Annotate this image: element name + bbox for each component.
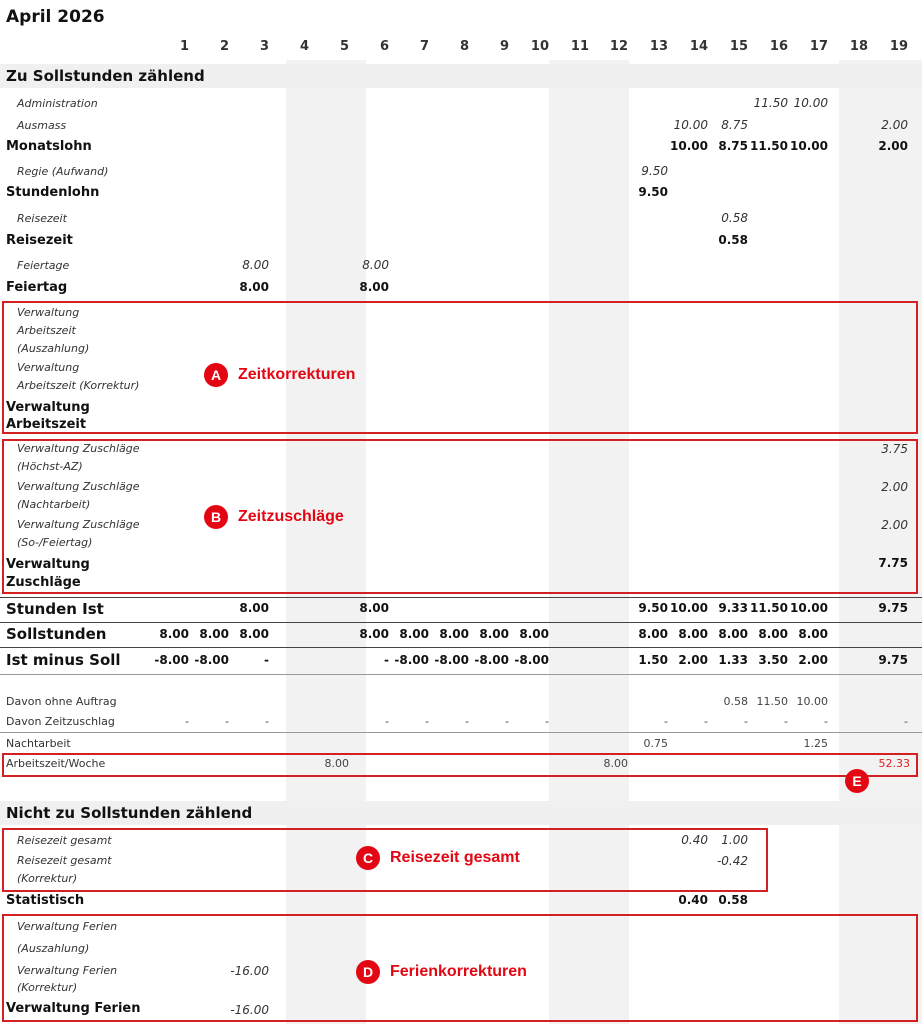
cell-stunden-ist-day-15: 9.33 bbox=[718, 601, 748, 615]
row-label-vf-total: Verwaltung Ferien bbox=[6, 1001, 141, 1016]
cell-reisezeit-gesamt-day-15: 1.00 bbox=[721, 833, 748, 847]
annotation-label-b: Zeitzuschläge bbox=[238, 508, 344, 525]
row-label-stundenlohn: Stundenlohn bbox=[6, 185, 100, 200]
row-label-reisezeit-sub: Reisezeit bbox=[17, 212, 67, 225]
annotation-label-c: Reisezeit gesamt bbox=[390, 849, 520, 866]
cell-ist-minus-soll-day-15: 1.33 bbox=[718, 653, 748, 667]
cell-ist-minus-soll-day-9: -8.00 bbox=[474, 653, 509, 667]
row-label-feiertage: Feiertage bbox=[17, 259, 70, 272]
cell-monatslohn-day-14: 10.00 bbox=[670, 139, 708, 153]
row-label-vf-korrektur-1: Verwaltung Ferien bbox=[17, 964, 118, 977]
cell-sollstunden-day-16: 8.00 bbox=[758, 627, 788, 641]
divider-line bbox=[0, 622, 922, 623]
cell-vz-hoechst-day-19: 3.75 bbox=[881, 442, 908, 456]
cell-statistisch-day-15: 0.58 bbox=[718, 893, 748, 907]
cell-sollstunden-day-7: 8.00 bbox=[399, 627, 429, 641]
cell-stunden-ist-day-6: 8.00 bbox=[359, 601, 389, 615]
arbeitszeit-woche-total: 52.33 bbox=[878, 757, 910, 770]
row-label-va-korrektur-2: Arbeitszeit (Korrektur) bbox=[17, 379, 140, 392]
cell-zeitzuschlag-day-16: - bbox=[784, 715, 788, 728]
row-label-stunden-ist: Stunden Ist bbox=[6, 600, 104, 618]
cell-arbeitszeit-woche-day-12: 8.00 bbox=[603, 757, 628, 770]
row-label-ausmass: Ausmass bbox=[17, 119, 67, 132]
cell-stunden-ist-day-13: 9.50 bbox=[638, 601, 668, 615]
row-label-va-auszahlung-3: (Auszahlung) bbox=[17, 342, 90, 355]
cell-zeitzuschlag-day-7: - bbox=[425, 715, 429, 728]
cell-ohne-auftrag-day-16: 11.50 bbox=[756, 695, 788, 708]
row-label-reisezeit-gesamt: Reisezeit gesamt bbox=[17, 834, 112, 847]
cell-vz-so-day-19: 2.00 bbox=[881, 518, 908, 532]
cell-zeitzuschlag-day-6: - bbox=[385, 715, 389, 728]
row-label-reisezeit-gesamt-korr-1: Reisezeit gesamt bbox=[17, 854, 112, 867]
cell-ausmass-day-19: 2.00 bbox=[881, 118, 908, 132]
cell-ist-minus-soll-day-17: 2.00 bbox=[798, 653, 828, 667]
row-label-vz-nacht-2: (Nachtarbeit) bbox=[17, 498, 91, 511]
cell-ist-minus-soll-day-14: 2.00 bbox=[678, 653, 708, 667]
annotation-badge-a: A bbox=[204, 363, 228, 387]
cell-monatslohn-day-15: 8.75 bbox=[718, 139, 748, 153]
cell-ist-minus-soll-day-7: -8.00 bbox=[394, 653, 429, 667]
annotation-box-b bbox=[2, 439, 918, 594]
annotation-badge-c: C bbox=[356, 846, 380, 870]
cell-stunden-ist-day-17: 10.00 bbox=[790, 601, 828, 615]
row-label-sollstunden: Sollstunden bbox=[6, 625, 107, 643]
cell-nachtarbeit-day-13: 0.75 bbox=[643, 737, 668, 750]
day-header-6: 6 bbox=[379, 39, 389, 54]
cell-ist-minus-soll-day-10: -8.00 bbox=[514, 653, 549, 667]
day-header-9: 9 bbox=[499, 39, 509, 54]
annotation-box-a bbox=[2, 301, 918, 434]
row-label-vf-korrektur-2: (Korrektur) bbox=[17, 981, 78, 994]
cell-zeitzuschlag-day-14: - bbox=[704, 715, 708, 728]
day-header-16: 16 bbox=[769, 39, 788, 54]
row-label-va-total-2: Arbeitszeit bbox=[6, 417, 87, 432]
cell-feiertage-day-3: 8.00 bbox=[242, 258, 269, 272]
cell-ist-minus-soll-day-19: 9.75 bbox=[878, 653, 908, 667]
cell-sollstunden-day-3: 8.00 bbox=[239, 627, 269, 641]
day-header-15: 15 bbox=[729, 39, 748, 54]
row-label-reisezeit: Reisezeit bbox=[6, 233, 73, 248]
day-header-14: 14 bbox=[689, 39, 708, 54]
cell-vf-korrektur-day-3: -16.00 bbox=[230, 964, 269, 978]
cell-monatslohn-day-17: 10.00 bbox=[790, 139, 828, 153]
cell-feiertag-day-3: 8.00 bbox=[239, 280, 269, 294]
row-label-vf-auszahlung-2: (Auszahlung) bbox=[17, 942, 90, 955]
cell-zeitzuschlag-day-15: - bbox=[744, 715, 748, 728]
annotation-box-c bbox=[2, 828, 768, 892]
annotation-label-d: Ferienkorrekturen bbox=[390, 963, 527, 980]
cell-reisezeit-gesamt-day-14: 0.40 bbox=[681, 833, 708, 847]
cell-vf-total-day-3: -16.00 bbox=[230, 1003, 269, 1017]
cell-vz-nacht-day-19: 2.00 bbox=[881, 480, 908, 494]
row-label-vz-nacht-1: Verwaltung Zuschläge bbox=[17, 480, 140, 493]
cell-sollstunden-day-6: 8.00 bbox=[359, 627, 389, 641]
row-label-vf-auszahlung-1: Verwaltung Ferien bbox=[17, 920, 118, 933]
cell-reisezeit-day-15: 0.58 bbox=[718, 233, 748, 247]
annotation-box-e bbox=[2, 753, 918, 777]
day-header-7: 7 bbox=[419, 39, 429, 54]
cell-zeitzuschlag-day-8: - bbox=[465, 715, 469, 728]
cell-sollstunden-day-10: 8.00 bbox=[519, 627, 549, 641]
cell-sollstunden-day-8: 8.00 bbox=[439, 627, 469, 641]
row-label-feiertag: Feiertag bbox=[6, 280, 68, 295]
row-label-reisezeit-gesamt-korr-2: (Korrektur) bbox=[17, 872, 78, 885]
row-label-statistisch: Statistisch bbox=[6, 893, 85, 908]
cell-reisezeit-gesamt-korr-day-15: -0.42 bbox=[716, 854, 748, 868]
row-label-vz-total-2: Zuschläge bbox=[6, 575, 81, 590]
cell-ist-minus-soll-day-2: -8.00 bbox=[194, 653, 229, 667]
cell-ist-minus-soll-day-16: 3.50 bbox=[758, 653, 788, 667]
row-label-regie: Regie (Aufwand) bbox=[17, 165, 109, 178]
row-label-va-korrektur-1: Verwaltung bbox=[17, 361, 80, 374]
divider-line bbox=[0, 647, 922, 648]
cell-zeitzuschlag-day-19: - bbox=[904, 715, 908, 728]
row-label-va-total-1: Verwaltung bbox=[6, 400, 90, 415]
annotation-label-a: Zeitkorrekturen bbox=[238, 366, 356, 383]
divider-line bbox=[0, 597, 922, 598]
annotation-badge-e: E bbox=[845, 769, 869, 793]
cell-reisezeit-sub-day-15: 0.58 bbox=[721, 211, 748, 225]
cell-zeitzuschlag-day-10: - bbox=[545, 715, 549, 728]
cell-ausmass-day-14: 10.00 bbox=[673, 118, 708, 132]
section-heading-nicht: Nicht zu Sollstunden zählend bbox=[6, 804, 253, 822]
row-label-vz-so-2: (So-/Feiertag) bbox=[17, 536, 93, 549]
cell-statistisch-day-14: 0.40 bbox=[678, 893, 708, 907]
cell-stunden-ist-day-16: 11.50 bbox=[750, 601, 788, 615]
cell-sollstunden-day-13: 8.00 bbox=[638, 627, 668, 641]
cell-zeitzuschlag-day-1: - bbox=[185, 715, 189, 728]
day-header-10: 10 bbox=[530, 39, 549, 54]
section-heading-zu: Zu Sollstunden zählend bbox=[6, 67, 205, 85]
cell-stunden-ist-day-3: 8.00 bbox=[239, 601, 269, 615]
cell-zeitzuschlag-day-17: - bbox=[824, 715, 828, 728]
cell-monatslohn-day-19: 2.00 bbox=[878, 139, 908, 153]
annotation-badge-d: D bbox=[356, 960, 380, 984]
day-header-5: 5 bbox=[339, 39, 349, 54]
cell-zeitzuschlag-day-9: - bbox=[505, 715, 509, 728]
cell-sollstunden-day-9: 8.00 bbox=[479, 627, 509, 641]
cell-administration-day-17: 10.00 bbox=[793, 96, 828, 110]
cell-nachtarbeit-day-17: 1.25 bbox=[803, 737, 828, 750]
cell-sollstunden-day-14: 8.00 bbox=[678, 627, 708, 641]
row-label-zeitzuschlag: Davon Zeitzuschlag bbox=[6, 715, 115, 728]
cell-ausmass-day-15: 8.75 bbox=[721, 118, 748, 132]
row-label-vz-so-1: Verwaltung Zuschläge bbox=[17, 518, 140, 531]
row-label-monatslohn: Monatslohn bbox=[6, 139, 92, 154]
row-label-vz-hoechst-2: (Höchst-AZ) bbox=[17, 460, 83, 473]
row-label-va-auszahlung-1: Verwaltung bbox=[17, 306, 80, 319]
day-header-4: 4 bbox=[299, 39, 309, 54]
cell-zeitzuschlag-day-13: - bbox=[664, 715, 668, 728]
day-header-19: 19 bbox=[889, 39, 908, 54]
cell-sollstunden-day-1: 8.00 bbox=[159, 627, 189, 641]
row-label-arbeitszeit-woche: Arbeitszeit/Woche bbox=[6, 757, 106, 770]
cell-ist-minus-soll-day-1: -8.00 bbox=[154, 653, 189, 667]
row-label-administration: Administration bbox=[17, 97, 98, 110]
cell-stunden-ist-day-14: 10.00 bbox=[670, 601, 708, 615]
divider-line bbox=[0, 674, 922, 675]
cell-monatslohn-day-16: 11.50 bbox=[750, 139, 788, 153]
cell-sollstunden-day-2: 8.00 bbox=[199, 627, 229, 641]
row-label-ist-minus-soll: Ist minus Soll bbox=[6, 651, 121, 669]
cell-ohne-auftrag-day-17: 10.00 bbox=[796, 695, 828, 708]
cell-arbeitszeit-woche-day-5: 8.00 bbox=[324, 757, 349, 770]
cell-administration-day-16: 11.50 bbox=[753, 96, 788, 110]
cell-feiertag-day-6: 8.00 bbox=[359, 280, 389, 294]
cell-stunden-ist-day-19: 9.75 bbox=[878, 601, 908, 615]
cell-ohne-auftrag-day-15: 0.58 bbox=[723, 695, 748, 708]
row-label-vz-total-1: Verwaltung bbox=[6, 557, 90, 572]
cell-ist-minus-soll-day-3: - bbox=[264, 653, 269, 667]
divider-line bbox=[0, 732, 922, 733]
cell-ist-minus-soll-day-8: -8.00 bbox=[434, 653, 469, 667]
cell-zeitzuschlag-day-3: - bbox=[265, 715, 269, 728]
row-label-nachtarbeit: Nachtarbeit bbox=[6, 737, 71, 750]
day-header-18: 18 bbox=[849, 39, 868, 54]
cell-sollstunden-day-17: 8.00 bbox=[798, 627, 828, 641]
day-header-8: 8 bbox=[459, 39, 469, 54]
cell-zeitzuschlag-day-2: - bbox=[225, 715, 229, 728]
day-header-11: 11 bbox=[570, 39, 589, 54]
row-label-ohne-auftrag: Davon ohne Auftrag bbox=[6, 695, 117, 708]
cell-regie-day-13: 9.50 bbox=[641, 164, 668, 178]
cell-stundenlohn-day-13: 9.50 bbox=[638, 185, 668, 199]
day-header-3: 3 bbox=[259, 39, 269, 54]
day-header-1: 1 bbox=[179, 39, 189, 54]
cell-ist-minus-soll-day-13: 1.50 bbox=[638, 653, 668, 667]
cell-vz-total-day-19: 7.75 bbox=[878, 556, 908, 570]
cell-sollstunden-day-15: 8.00 bbox=[718, 627, 748, 641]
row-label-va-auszahlung-2: Arbeitszeit bbox=[17, 324, 76, 337]
row-label-vz-hoechst-1: Verwaltung Zuschläge bbox=[17, 442, 140, 455]
day-header-12: 12 bbox=[609, 39, 628, 54]
day-header-2: 2 bbox=[219, 39, 229, 54]
day-header-17: 17 bbox=[809, 39, 828, 54]
cell-ist-minus-soll-day-6: - bbox=[384, 653, 389, 667]
annotation-badge-b: B bbox=[204, 505, 228, 529]
cell-feiertage-day-6: 8.00 bbox=[362, 258, 389, 272]
month-title: April 2026 bbox=[6, 7, 105, 27]
day-header-13: 13 bbox=[649, 39, 668, 54]
